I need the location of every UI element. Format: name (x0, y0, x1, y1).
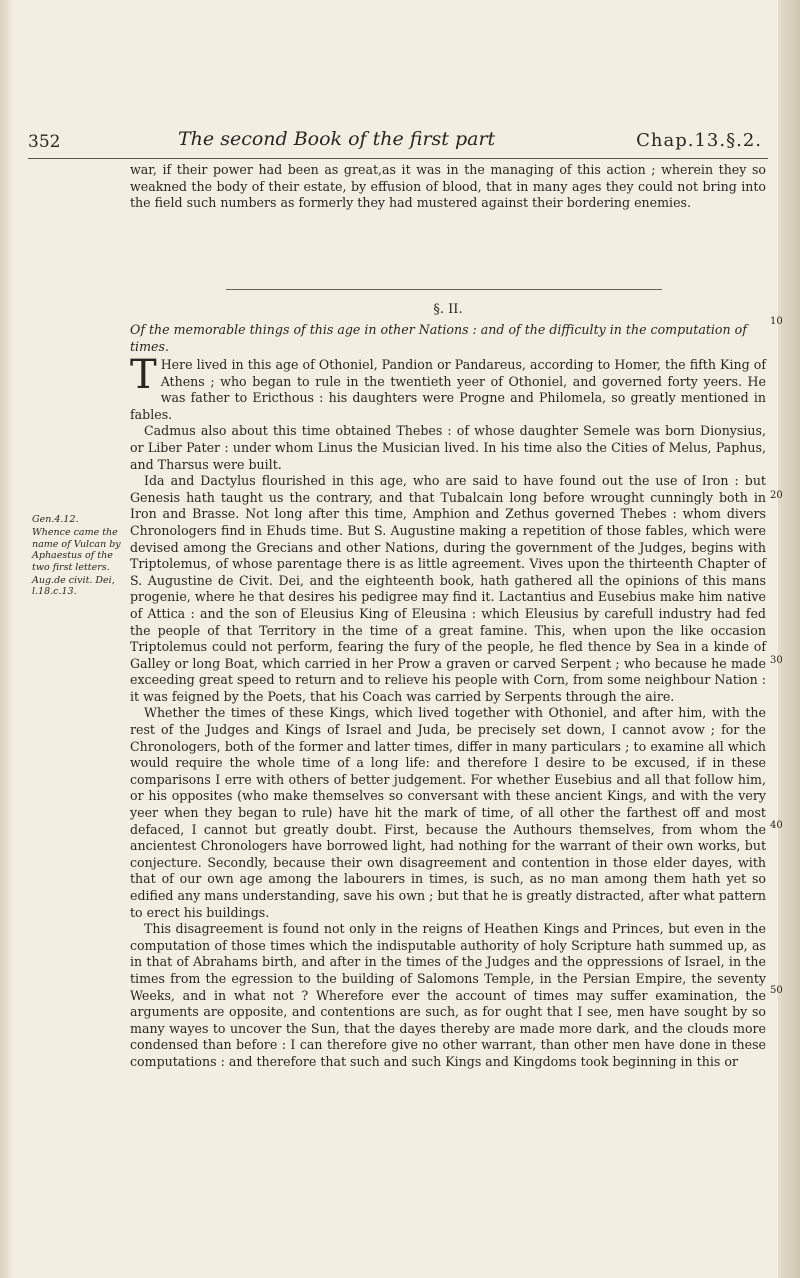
line-number: 30 (770, 655, 783, 666)
page-gutter (0, 0, 14, 1278)
margin-note: Aug.de civit. Dei, l.18.c.13. (32, 575, 115, 598)
line-number: 10 (770, 316, 783, 327)
running-title: The second Book of the first part (178, 128, 496, 150)
margin-notes (32, 514, 122, 600)
drop-cap: T (130, 352, 157, 398)
continuation-text (130, 162, 766, 212)
paragraph-2: Cadmus also about this time obtained Thebes : of whose daughter Semele was born Dionysius, or Liber Pater : under whom Linus the Musician lived. In his time also the Cities of Melus, Paphus, and Tharsus were built. (130, 423, 766, 472)
page-edge (778, 0, 800, 1278)
section-body (130, 352, 766, 1071)
page-header (28, 128, 768, 158)
continuation-paragraph: war, if their power had been as great,as it was in the managing of this action ; wherein they so weakned the body of their estate, by effusion of blood, that in many ages they could not bring into the field such numbers as formerly they had mustered against their bordering enemies. (130, 162, 766, 211)
margin-note: Gen.4.12. (32, 514, 79, 525)
page-number: 352 (28, 132, 61, 152)
paragraph-4: Whether the times of these Kings, which lived together with Othoniel, and after him, with the rest of the Judges and Kings of Israel and Juda, be precisely set down, I cannot avow ; for the Chronologers, both of the former and latter times, differ in many particulars ; to examine all which would require the whole time of a long life: and therefore I desire to be excused, if in these comparisons I erre with others of better judgement. For whether Eusebius and all that follow him, or his opposites (who make themselves so conversant with these ancient Kings, and with the very yeer when they began to rule) have hit the mark of time, of all other the farthest off and most defaced, I cannot but greatly doubt. First, because the Authours themselves, from whom the ancientest Chronologers have borrowed light, had nothing for the warrant of their own works, but conjecture. Secondly, because their own disagreement and contention in those elder dayes, with that of our own age among the labourers in times, is such, as no man among them hath yet so edified any mans understanding, save his own ; but that he is greatly distracted, after what pattern to erect his buildings. (130, 705, 766, 920)
line-number: 20 (770, 490, 783, 501)
paragraph-5: This disagreement is found not only in the reigns of Heathen Kings and Princes, but even in the computation of those times which the indisputable authority of holy Scripture hath summed up, as in that of Abrahams birth, and after in the times of the Judges and the oppressions of Israel, in the times from the egression to the building of Salomons Temple, in the Persian Empire, the seventy Weeks, and in what not ? Wherefore ever the account of times may suffer examination, the arguments are opposite, and contentions are such, as for ought that I see, men have sought by so many wayes to uncover the Sun, that the dayes thereby are made more dark, and the clouds more condensed than before : I can therefore give no other warrant, than other men have done in these computations : and therefore that such and such Kings and Kingdoms took beginning in this or (130, 921, 766, 1069)
paragraph-3: Ida and Dactylus flourished in this age, who are said to have found out the use of Iron : but Genesis hath taught us the contrary, and that Tubalcain long before wrought cunningly both in Iron and Brasse. Not long after this time, Amphion and Zethus governed Thebes : whom divers Chronologers find in Ehuds time. But S. Augustine making a repetition of those fables, which were devised among the Grecians and other Nations, during the government of the Judges, begins with Triptolemus, of whose parentage there is as little agreement. Vives upon the thirteenth Chapter of S. Augustine de Civit. Dei, and the eighteenth book, hath gathered all the opinions of this mans progenie, where he that desires his pedigree may find it. Lactantius and Eusebius make him native of Attica : and the son of Eleusius King of Eleusina : which Eleusius by carefull industry had fed the people of that Territory in the time of a great famine. This, when upon the like occasion Triptolemus could not perform, fearing the fury of the people, he fled thence by Sea in a kinde of Galley or long Boat, which carried in her Prow a graven or carved Serpent ; who because he made exceeding great speed to return and to relieve his people with Corn, from some neighbour Nation : it was feigned by the Poets, that his Coach was carried by Serpents through the aire. (130, 473, 766, 704)
section-divider (226, 289, 662, 290)
chapter-reference: Chap.13.§.2. (636, 130, 762, 151)
section-caption: Of the memorable things of this age in other Nations : and of the difficulty in the computation of times. (130, 322, 747, 354)
paragraph-1-text: Here lived in this age of Othoniel, Pandion or Pandareus, according to Homer, the fifth King of Athens ; who began to rule in the twentieth yeer of Othoniel, and governed forty yeers. He was father to Ericthous : his daughters were Progne and Philomela, so greatly mentioned in fables. (130, 357, 766, 422)
paragraph-1 (130, 352, 766, 423)
line-number: 50 (770, 985, 783, 996)
header-rule (28, 158, 768, 159)
section-heading: §. II. (433, 302, 463, 317)
margin-note: Whence came the name of Vulcan by Aphaestus of the two first letters. (32, 527, 121, 573)
line-number: 40 (770, 820, 783, 831)
